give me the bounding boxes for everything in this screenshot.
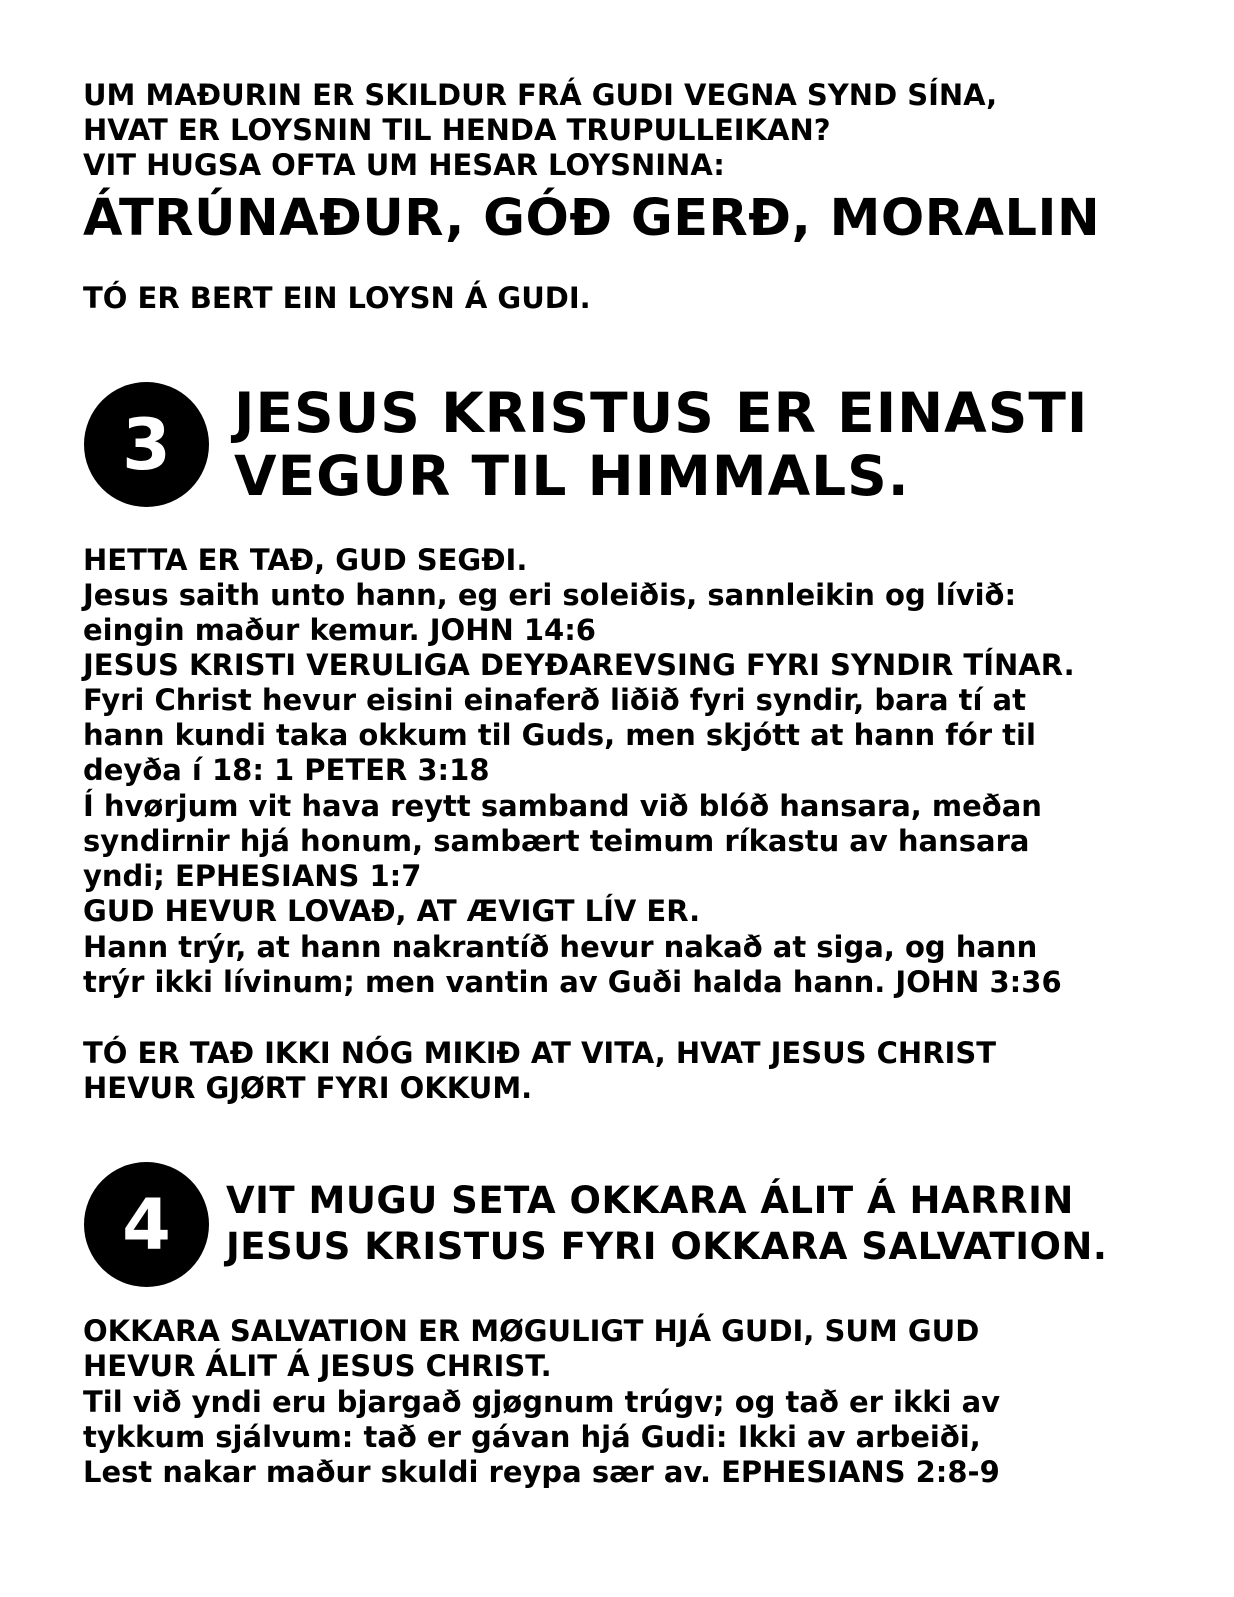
section-4-body-line: Lest nakar maður skuldi reypa sær av. EPHESIANS 2:8-9 [83,1455,1000,1489]
section-4-heading-line-2: JESUS KRISTUS FYRI OKKARA SALVATION. [226,1225,1108,1268]
section-3-body-line: HETTA ER TAÐ, GUD SEGÐI. [83,543,528,577]
section-3-closing-line-2: HEVUR GJØRT FYRI OKKUM. [83,1071,533,1105]
section-3-heading-line-2: VEGUR TIL HIMMALS. [234,444,910,508]
section-3-body-line: syndirnir hjá honum, sambært teimum ríkastu av hansara [83,824,1030,858]
intro-closing: TÓ ER BERT EIN LOYSN Á GUDI. [83,281,591,315]
section-3-body-line: GUD HEVUR LOVAÐ, AT ÆVIGT LÍV ER. [83,894,701,928]
section-3-body-line: eingin maður kemur. JOHN 14:6 [83,613,596,647]
section-4-body-line: tykkum sjálvum: tað er gávan hjá Gudi: Ikki av arbeiði, [83,1420,981,1454]
intro-line-2: HVAT ER LOYSNIN TIL HENDA TRUPULLEIKAN? [83,113,831,147]
section-3-body-line: yndi; EPHESIANS 1:7 [83,859,422,893]
section-3-body-line: hann kundi taka okkum til Guds, men skjótt at hann fór til [83,718,1036,752]
step-4-badge: 4 [84,1162,209,1287]
section-4-body-line: Til við yndi eru bjargað gjøgnum trúgv; og tað er ikki av [83,1385,1001,1419]
section-3-body-line: Í hvørjum vit hava reytt samband við blóð hansara, meðan [83,789,1042,823]
section-4-body-line: HEVUR ÁLIT Á JESUS CHRIST. [83,1349,552,1383]
section-4-body-line: OKKARA SALVATION ER MØGULIGT HJÁ GUDI, SUM GUD [83,1314,980,1348]
section-3-body-line: JESUS KRISTI VERULIGA DEYÐAREVSING FYRI SYNDIR TÍNAR. [83,648,1075,682]
step-3-badge: 3 [84,382,209,507]
section-3-body-line: Fyri Christ hevur eisini einaferð liðið fyri syndir, bara tí at [83,683,1026,717]
intro-line-3: VIT HUGSA OFTA UM HESAR LOYSNINA: [83,148,725,182]
intro-line-1: UM MAÐURIN ER SKILDUR FRÁ GUDI VEGNA SYND SÍNA, [83,78,998,112]
section-4-heading-line-1: VIT MUGU SETA OKKARA ÁLIT Á HARRIN [226,1179,1074,1222]
section-3-body-line: deyða í 18: 1 PETER 3:18 [83,753,490,787]
section-3-body-line: trýr ikki lívinum; men vantin av Guði halda hann. JOHN 3:36 [83,965,1062,999]
section-3-body-line: Jesus saith unto hann, eg eri soleiðis, sannleikin og lívið: [83,578,1017,612]
section-3-body-line: Hann trýr, at hann nakrantíð hevur nakað at siga, og hann [83,930,1038,964]
intro-emphasis: ÁTRÚNAÐUR, GÓÐ GERÐ, MORALIN [83,189,1101,248]
section-3-closing-line-1: TÓ ER TAÐ IKKI NÓG MIKIÐ AT VITA, HVAT JESUS CHRIST [83,1036,996,1070]
section-3-heading-line-1: JESUS KRISTUS ER EINASTI [234,381,1089,445]
